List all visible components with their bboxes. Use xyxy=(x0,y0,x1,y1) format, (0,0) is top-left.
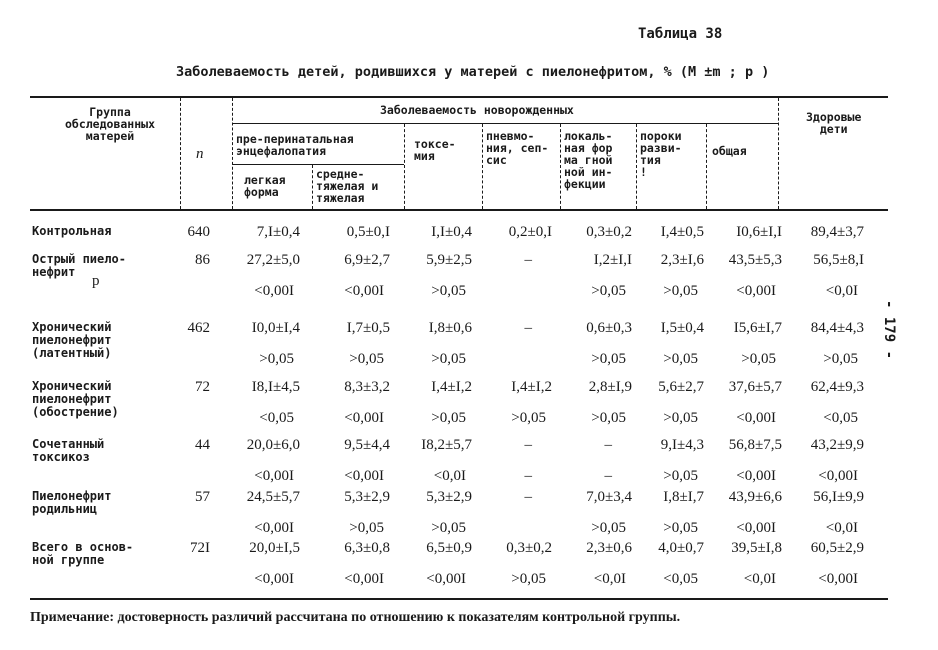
p-value-cell: >0,05 xyxy=(259,351,294,367)
vsep-defects xyxy=(706,124,707,209)
value-cell: I0,6±I,I xyxy=(736,224,782,240)
value-cell: 0,2±0,I xyxy=(508,224,552,240)
value-cell: 0,3±0,2 xyxy=(586,224,632,240)
header-bottom-rule xyxy=(30,209,888,211)
header-n: n xyxy=(196,146,204,162)
value-cell: 20,0±6,0 xyxy=(246,437,300,453)
value-cell: 7,I±0,4 xyxy=(256,224,300,240)
value-cell: 5,3±2,9 xyxy=(344,489,390,505)
p-value-cell: <0,0I xyxy=(743,571,776,587)
value-cell: 0,6±0,3 xyxy=(586,320,632,336)
row-label: Острый пиело- нефрит xyxy=(32,252,126,279)
value-cell: 39,5±I,8 xyxy=(731,540,782,556)
p-value-cell: >0,05 xyxy=(349,351,384,367)
row-label: Всего в основ- ной группе xyxy=(32,540,134,567)
p-value-cell: >0,05 xyxy=(431,283,466,299)
value-cell: 2,8±I,9 xyxy=(588,379,632,395)
p-value-cell: >0,05 xyxy=(663,351,698,367)
p-value-cell: <0,0I xyxy=(593,571,626,587)
value-cell: I0,0±I,4 xyxy=(251,320,300,336)
value-cell: – xyxy=(524,320,532,336)
table-title: Заболеваемость детей, родившихся у матерей с пиелонефритом, % (M ±m ; p ) xyxy=(176,64,770,80)
value-cell: 5,9±2,5 xyxy=(426,252,472,268)
p-value-cell: >0,05 xyxy=(663,468,698,484)
header-defects: пороки разви- тия ! xyxy=(640,129,682,179)
p-value-cell: <0,00I xyxy=(254,283,294,299)
p-value-cell: <0,00I xyxy=(736,283,776,299)
p-label: p xyxy=(92,273,100,289)
value-cell: 2,3±I,6 xyxy=(660,252,704,268)
row-label: Пиелонефрит родильниц xyxy=(32,489,112,516)
vsep-local xyxy=(636,124,637,209)
vsep-pneumonia xyxy=(560,124,561,209)
morbidity-rule xyxy=(232,123,778,124)
p-value-cell: >0,05 xyxy=(823,351,858,367)
header-healthy: Здоровые дети xyxy=(806,110,862,136)
header-medium: средне- тяжелая и тяжелая xyxy=(316,167,379,205)
header-morbidity: Заболеваемость новорожденных xyxy=(380,103,574,117)
p-value-cell: <0,00I xyxy=(344,571,384,587)
row-label: Контрольная xyxy=(32,224,112,238)
value-cell: I,4±I,2 xyxy=(431,379,472,395)
p-value-cell: >0,05 xyxy=(431,520,466,536)
row-label: Хронический пиелонефрит (обострение) xyxy=(32,379,119,419)
vsep-perinatal xyxy=(404,124,405,209)
p-value-cell: <0,05 xyxy=(259,410,294,426)
value-cell: 84,4±4,3 xyxy=(810,320,864,336)
header-light: легкая форма xyxy=(244,173,286,199)
p-value-cell: >0,05 xyxy=(591,351,626,367)
p-value-cell: – xyxy=(604,468,612,484)
p-value-cell: >0,05 xyxy=(349,520,384,536)
p-value-cell: <0,00I xyxy=(254,520,294,536)
value-cell: 20,0±I,5 xyxy=(249,540,300,556)
row-n: 462 xyxy=(187,320,210,336)
value-cell: 0,5±0,I xyxy=(346,224,390,240)
value-cell: I8,I±4,5 xyxy=(251,379,300,395)
header-perinatal: пре-перинатальная энцефалопатия xyxy=(236,132,354,158)
value-cell: I,4±I,2 xyxy=(511,379,552,395)
p-value-cell: >0,05 xyxy=(511,410,546,426)
value-cell: 9,5±4,4 xyxy=(344,437,390,453)
table-top-rule xyxy=(30,96,888,98)
value-cell: 37,6±5,7 xyxy=(728,379,782,395)
p-value-cell: <0,00I xyxy=(344,468,384,484)
value-cell: I,I±0,4 xyxy=(431,224,472,240)
row-n: 72I xyxy=(190,540,210,556)
value-cell: 27,2±5,0 xyxy=(246,252,300,268)
row-n: 57 xyxy=(195,489,210,505)
p-value-cell: >0,05 xyxy=(591,520,626,536)
p-value-cell: <0,05 xyxy=(823,410,858,426)
value-cell: 8,3±3,2 xyxy=(344,379,390,395)
value-cell: 60,5±2,9 xyxy=(810,540,864,556)
header-group: Группа обследованных матерей xyxy=(64,105,155,143)
value-cell: 7,0±3,4 xyxy=(586,489,632,505)
p-value-cell: <0,00I xyxy=(254,468,294,484)
value-cell: 9,I±4,3 xyxy=(660,437,704,453)
page-number: - 179 - xyxy=(881,300,897,360)
value-cell: I,5±0,4 xyxy=(660,320,704,336)
p-value-cell: <0,00I xyxy=(818,468,858,484)
vsep-n xyxy=(232,98,233,209)
p-value-cell: >0,05 xyxy=(663,410,698,426)
p-value-cell: <0,0I xyxy=(825,520,858,536)
value-cell: 6,3±0,8 xyxy=(344,540,390,556)
header-pneumonia: пневмо- ния, сеп- сис xyxy=(486,129,549,167)
p-value-cell: >0,05 xyxy=(663,283,698,299)
value-cell: 56,I±9,9 xyxy=(813,489,864,505)
p-value-cell: <0,0I xyxy=(825,283,858,299)
row-n: 640 xyxy=(187,224,210,240)
value-cell: I,2±I,I xyxy=(593,252,632,268)
p-value-cell: >0,05 xyxy=(591,283,626,299)
value-cell: 6,5±0,9 xyxy=(426,540,472,556)
p-value-cell: <0,00I xyxy=(344,410,384,426)
p-value-cell: >0,05 xyxy=(511,571,546,587)
value-cell: 5,3±2,9 xyxy=(426,489,472,505)
p-value-cell: <0,00I xyxy=(344,283,384,299)
value-cell: I8,2±5,7 xyxy=(421,437,472,453)
value-cell: I,8±0,6 xyxy=(428,320,472,336)
p-value-cell: >0,05 xyxy=(431,410,466,426)
header-local: локаль- ная фор ма гной ной ин- фекции xyxy=(564,129,613,191)
vsep-light xyxy=(312,165,313,209)
header-total: общая xyxy=(712,144,747,158)
p-value-cell: <0,0I xyxy=(433,468,466,484)
row-n: 86 xyxy=(195,252,210,268)
table-note: Примечание: достоверность различий рассчитана по отношению к показателям контрольной группы. xyxy=(30,610,681,625)
table-bottom-rule xyxy=(30,598,888,600)
p-value-cell: >0,05 xyxy=(663,520,698,536)
row-label: Сочетанный токсикоз xyxy=(32,437,105,464)
value-cell: – xyxy=(524,489,532,505)
vsep-morbidity xyxy=(778,98,779,209)
value-cell: 56,8±7,5 xyxy=(728,437,782,453)
value-cell: 62,4±9,3 xyxy=(810,379,864,395)
p-value-cell: <0,00I xyxy=(736,520,776,536)
value-cell: 56,5±8,I xyxy=(813,252,864,268)
p-value-cell: <0,00I xyxy=(426,571,466,587)
value-cell: 89,4±3,7 xyxy=(810,224,864,240)
value-cell: 24,5±5,7 xyxy=(246,489,300,505)
value-cell: 5,6±2,7 xyxy=(658,379,704,395)
table-label: Таблица 38 xyxy=(638,26,723,42)
p-value-cell: – xyxy=(524,468,532,484)
p-value-cell: <0,00I xyxy=(736,410,776,426)
value-cell: I,7±0,5 xyxy=(346,320,390,336)
value-cell: – xyxy=(604,437,612,453)
p-value-cell: <0,05 xyxy=(663,571,698,587)
perinatal-rule xyxy=(232,164,404,165)
value-cell: 4,0±0,7 xyxy=(658,540,704,556)
p-value-cell: >0,05 xyxy=(741,351,776,367)
header-toxemia: токсе- мия xyxy=(414,137,456,163)
row-label: Хронический пиелонефрит (латентный) xyxy=(32,320,112,360)
vsep-toxemia xyxy=(482,124,483,209)
row-n: 72 xyxy=(195,379,210,395)
value-cell: 2,3±0,6 xyxy=(586,540,632,556)
p-value-cell: >0,05 xyxy=(431,351,466,367)
p-value-cell: <0,00I xyxy=(818,571,858,587)
value-cell: I,8±I,7 xyxy=(663,489,704,505)
value-cell: I5,6±I,7 xyxy=(733,320,782,336)
value-cell: – xyxy=(524,437,532,453)
value-cell: 43,5±5,3 xyxy=(728,252,782,268)
value-cell: 0,3±0,2 xyxy=(506,540,552,556)
value-cell: – xyxy=(524,252,532,268)
value-cell: 43,2±9,9 xyxy=(810,437,864,453)
row-n: 44 xyxy=(195,437,210,453)
value-cell: I,4±0,5 xyxy=(660,224,704,240)
p-value-cell: >0,05 xyxy=(591,410,626,426)
p-value-cell: <0,00I xyxy=(254,571,294,587)
p-value-cell: <0,00I xyxy=(736,468,776,484)
value-cell: 6,9±2,7 xyxy=(344,252,390,268)
vsep-group xyxy=(180,98,181,209)
value-cell: 43,9±6,6 xyxy=(728,489,782,505)
